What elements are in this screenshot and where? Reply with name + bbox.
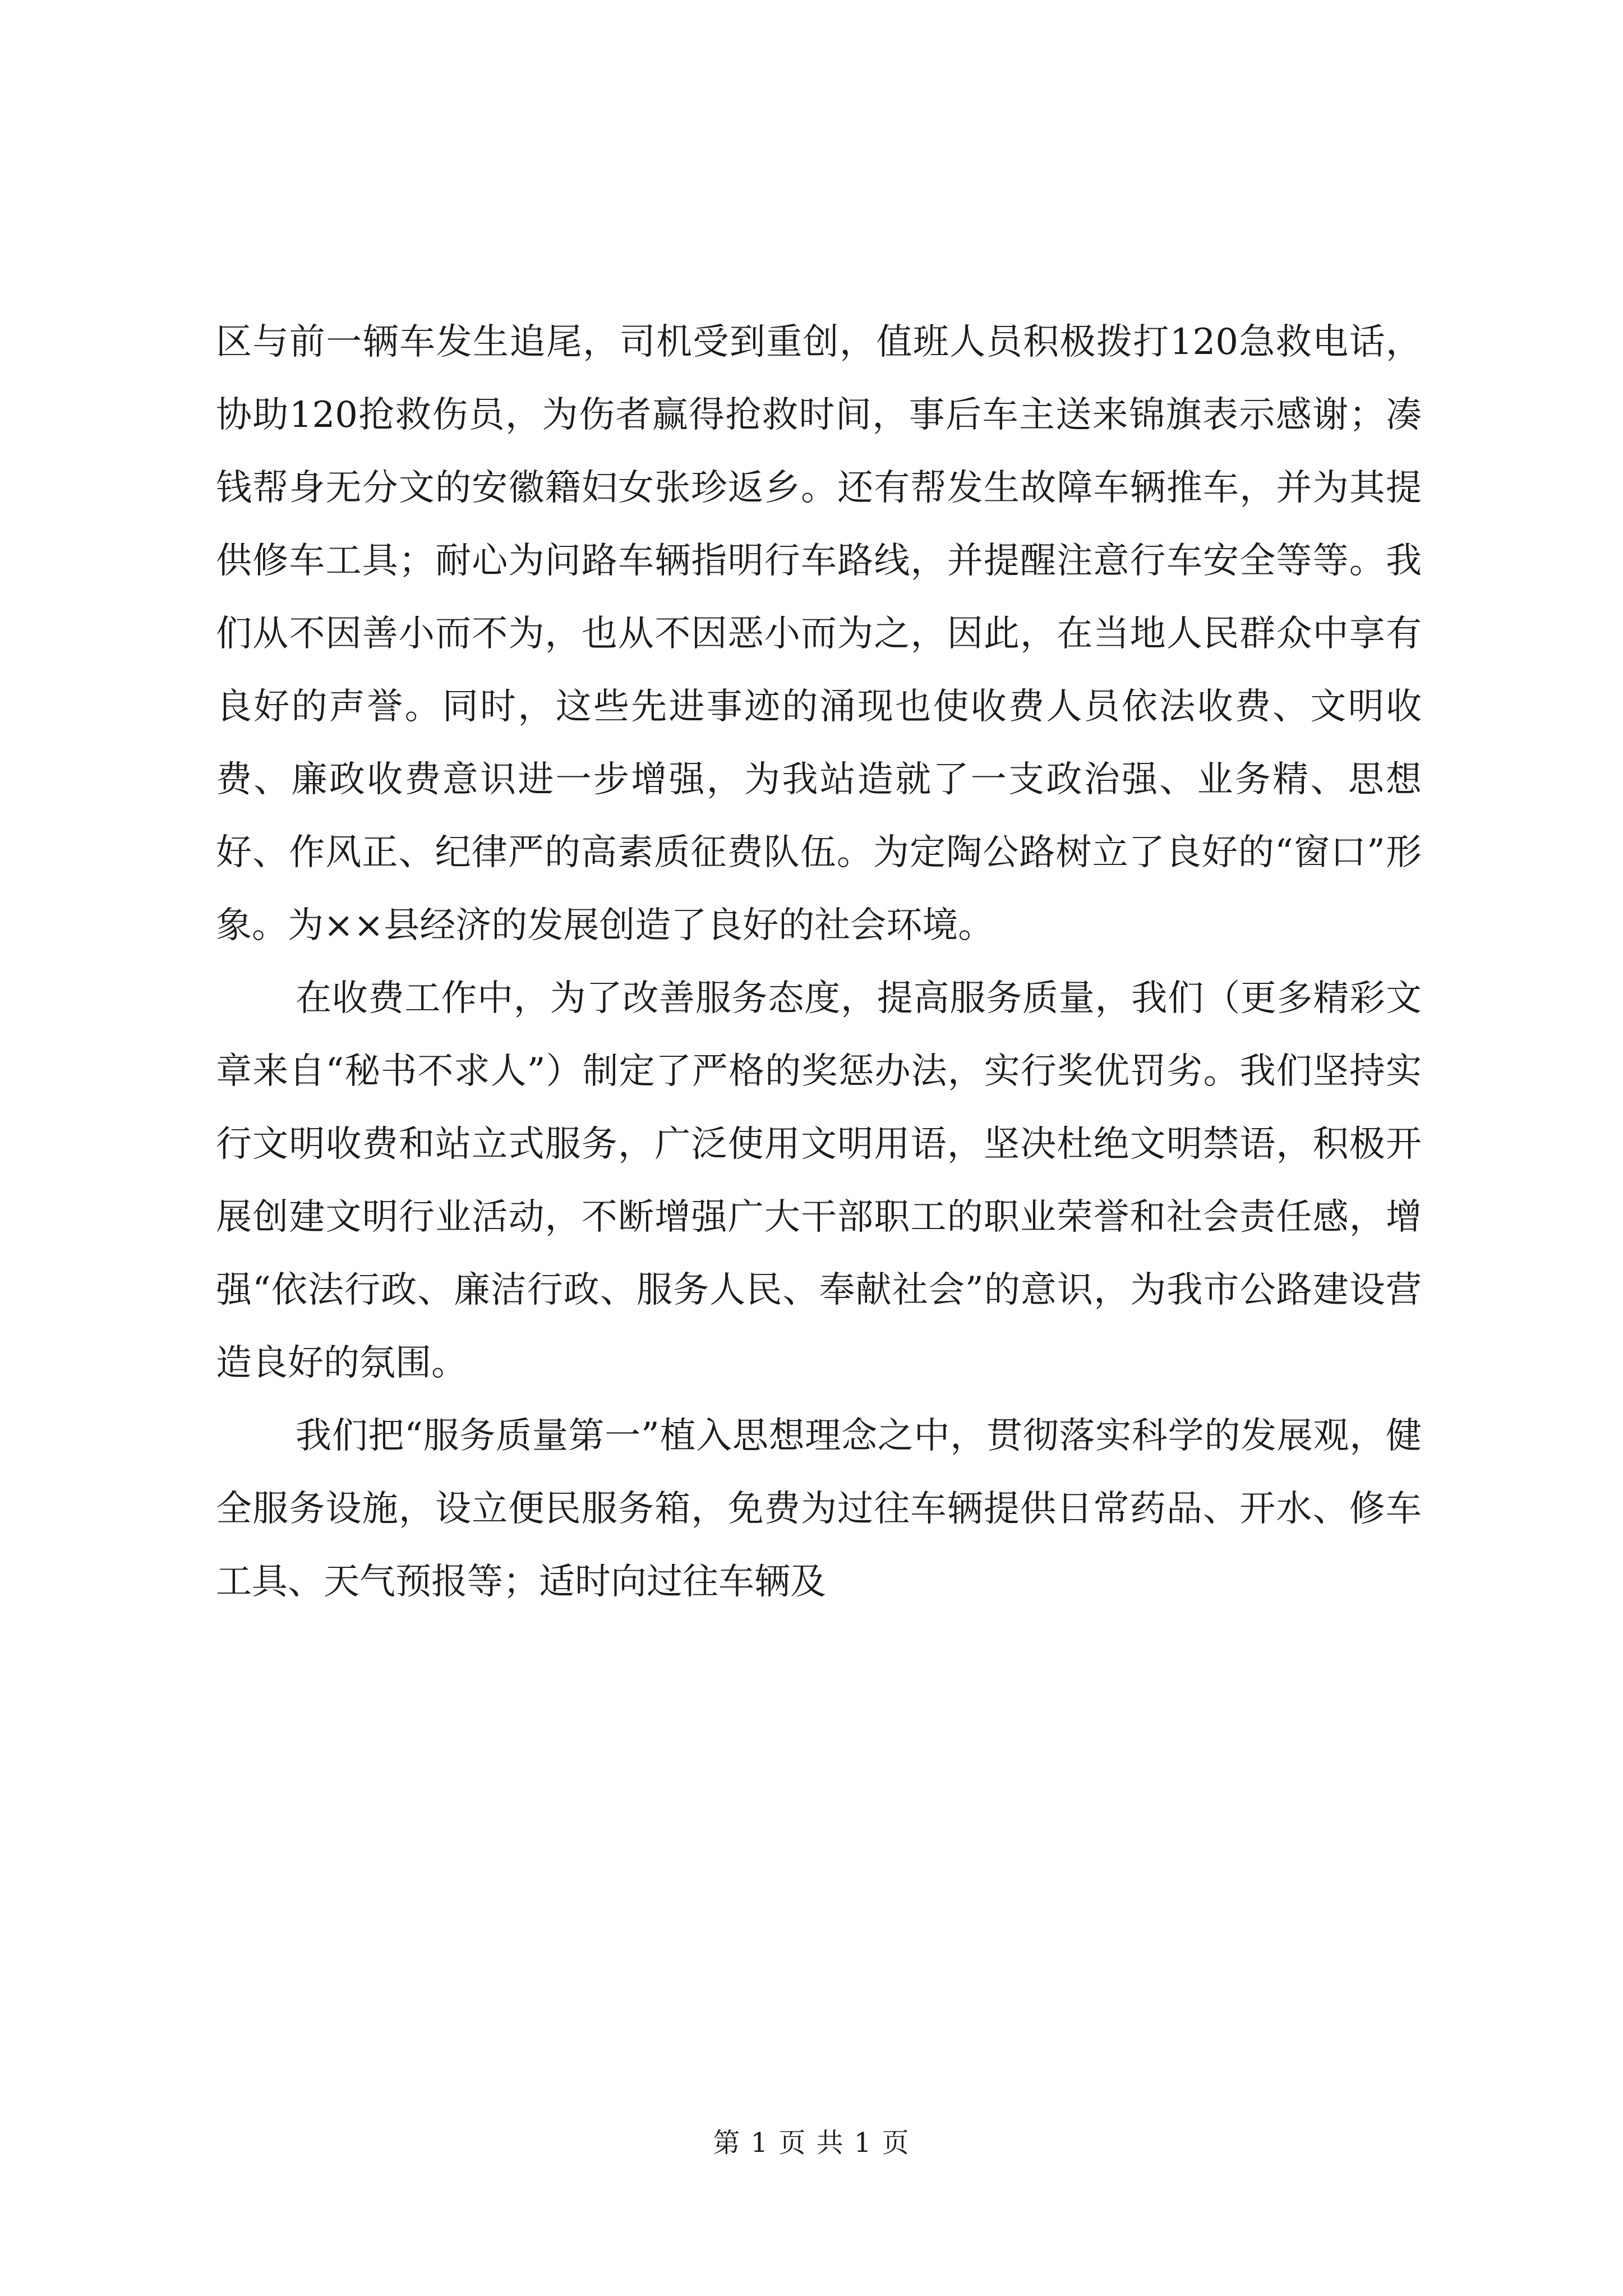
- page-footer: 第 1 页 共 1 页: [713, 2127, 910, 2159]
- paragraph-1: 区与前一辆车发生追尾，司机受到重创，值班人员积极拨打120急救电话，协助120抢救伤员，为伤者赢得抢救时间，事后车主送来锦旗表示感谢；凑钱帮身无分文的安徽籍妇女张珍返乡。还有帮发生故障车辆推车，并为其提供修车工具；耐心为问路车辆指明行车路线，并提醒注意行车安全等等。我们从不因善小而不为，也从不因恶小而为之，因此，在当地人民群众中享有良好的声誉。同时，这些先进事迹的涌现也使收费人员依法收费、文明收费、廉政收费意识进一步增强，为我站造就了一支政治强、业务精、思想好、作风正、纪律严的高素质征费队伍。为定陶公路树立了良好的“窗口”形象。为××县经济的发展创造了良好的社会环境。: [216, 321, 1422, 946]
- paragraph-3: 我们把“服务质量第一”植入思想理念之中，贯彻落实科学的发展观，健全服务设施，设立便民服务箱，免费为过往车辆提供日常药品、开水、修车工具、天气预报等；适时向过往车辆及: [216, 1415, 1422, 1603]
- document-body: [216, 306, 1422, 1618]
- paragraph-2: 在收费工作中，为了改善服务态度，提高服务质量，我们（更多精彩文章来自“秘书不求人”）制定了严格的奖惩办法，实行奖优罚劣。我们坚持实行文明收费和站立式服务，广泛使用文明用语，坚决杜绝文明禁语，积极开展创建文明行业活动，不断增强广大干部职工的职业荣誉和社会责任感，增强“依法行政、廉洁行政、服务人民、奉献社会”的意识，为我市公路建设营造良好的氛围。: [216, 978, 1422, 1384]
